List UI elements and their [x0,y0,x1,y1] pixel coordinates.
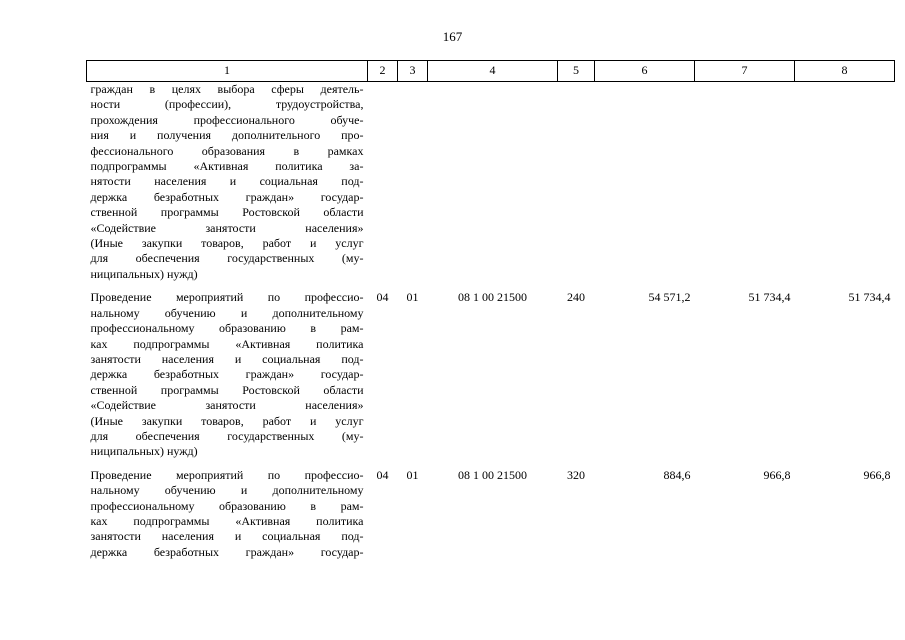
description-line: «Содействие занятости населения» [90,398,364,413]
subsection-code [398,82,428,283]
table-row [87,82,895,283]
description-line: ности (профессии), трудоустройства, [90,97,364,112]
target-article-code: 08 1 00 21500 [458,467,527,482]
amount-col-6: 54 571,2 [648,290,691,305]
description-line: держка безработных граждан» государ- [90,544,364,559]
description-line: для обеспечения государственных (му- [90,251,364,266]
amount-col-6: 884,6 [663,467,691,482]
header-col-2: 2 [368,61,398,82]
description-line: занятости населения и социальная под- [90,529,364,544]
amount-col-8 [795,82,895,283]
amount-col-7: 51 734,4 [748,290,791,305]
description-line: граждан в целях выбора сферы деятель- [90,82,364,96]
description-line: ственной программы Ростовской области [90,205,364,220]
description-line: занятости населения и социальная под- [90,351,364,366]
description-line: ниципальных) нужд) [90,266,198,281]
target-article-code [428,82,558,283]
description-line: профессиональному образованию в рам- [90,321,364,336]
section-code: 04 [376,467,389,482]
header-col-4: 4 [428,61,558,82]
row-description [87,460,368,560]
description-line: (Иные закупки товаров, работ и услуг [90,236,364,251]
description-line: держка безработных граждан» государ- [90,367,364,382]
amount-col-8: 51 734,4 [848,290,891,305]
header-col-1: 1 [87,61,368,82]
description-line: для обеспечения государственных (му- [90,428,364,443]
description-line: Проведение мероприятий по профессио- [90,467,364,482]
subsection-code: 01 [406,290,419,305]
section-code [368,82,398,283]
section-code: 04 [376,290,389,305]
table-row [87,460,895,560]
description-line: Проведение мероприятий по профессио- [90,290,364,305]
description-line: нальному обучению и дополнительному [90,305,364,320]
table-row [87,282,895,459]
description-line: прохождения профессионального обуче- [90,112,364,127]
header-col-3: 3 [398,61,428,82]
page-number: 167 [442,29,463,44]
amount-col-7: 966,8 [763,467,791,482]
subsection-code: 01 [406,467,419,482]
expense-type-code: 240 [567,290,585,305]
header-col-8: 8 [795,61,895,82]
header-row [87,61,895,82]
description-line: подпрограммы «Активная политика за- [90,159,364,174]
description-line: нятости населения и социальная под- [90,174,364,189]
amount-col-7 [695,82,795,283]
description-line: ственной программы Ростовской области [90,382,364,397]
description-line: ниципальных) нужд) [90,444,198,459]
amount-col-6 [595,82,695,283]
amount-col-8: 966,8 [863,467,891,482]
description-line: профессиональному образованию в рам- [90,498,364,513]
description-line: держка безработных граждан» государ- [90,189,364,204]
description-line: фессионального образования в рамках [90,143,364,158]
header-col-7: 7 [695,61,795,82]
description-line: нальному обучению и дополнительному [90,483,364,498]
budget-table [86,60,895,560]
description-line: «Содействие занятости населения» [90,220,364,235]
header-col-5: 5 [558,61,595,82]
description-line: ках подпрограммы «Активная политика [90,336,364,351]
expense-type-code: 320 [567,467,585,482]
expense-type-code [558,82,595,283]
description-line: ках подпрограммы «Активная политика [90,513,364,528]
row-description [87,282,368,459]
row-description [87,82,368,283]
target-article-code: 08 1 00 21500 [458,290,527,305]
description-line: (Иные закупки товаров, работ и услуг [90,413,364,428]
header-col-6: 6 [595,61,695,82]
description-line: ния и получения дополнительного про- [90,128,364,143]
